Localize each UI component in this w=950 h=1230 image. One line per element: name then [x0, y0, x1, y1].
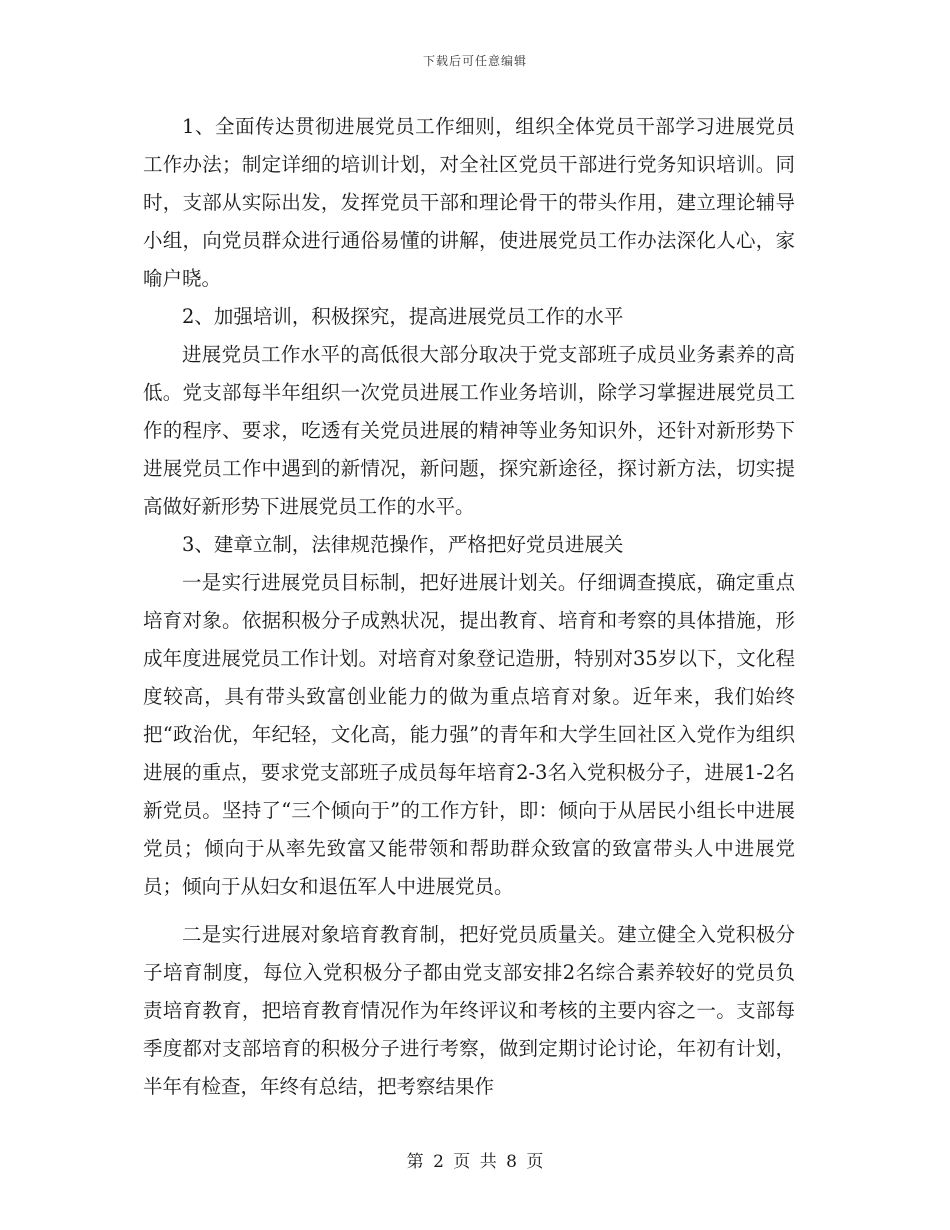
document-body — [143, 108, 795, 1106]
paragraph-1: 1、全面传达贯彻进展党员工作细则，组织全体党员干部学习进展党员工作办法；制定详细的培训计划，对全社区党员干部进行党务知识培训。同时，支部从实际出发，发挥党员干部和理论骨干的带头作用，建立理论辅导小组，向党员群众进行通俗易懂的讲解，使进展党员工作办法深化人心，家喻户晓。 — [143, 115, 795, 290]
paragraph-3: 一是实行进展党员目标制，把好进展计划关。仔细调查摸底，确定重点培育对象。依据积极分子成熟状况，提出教育、培育和考察的具体措施，形成年度进展党员工作计划。对培育对象登记造册，特别对35岁以下，文化程度较高，具有带头致富创业能力的做为重点培育对象。近年来，我们始终把“政治优，年纪轻，文化高，能力强”的青年和大学生回社区入党作为组织进展的重点，要求党支部班子成员每年培育2-3名入党积极分子，进展1-2名新党员。坚持了“三个倾向于”的工作方针，即：倾向于从居民小组长中进展党员；倾向于从率先致富又能带领和帮助群众致富的致富带头人中进展党员；倾向于从妇女和退伍军人中进展党员。 — [143, 571, 795, 898]
section-heading-3: 3、建章立制，法律规范操作，严格把好党员进展关 — [182, 533, 624, 556]
section-heading-2: 2、加强培训，积极探究，提高进展党员工作的水平 — [182, 305, 624, 328]
page-header-note: 下载后可任意编辑 — [422, 54, 527, 68]
paragraph-2: 进展党员工作水平的高低很大部分取决于党支部班子成员业务素养的高低。党支部每半年组织一次党员进展工作业务培训，除学习掌握进展党员工作的程序、要求，吃透有关党员进展的精神等业务知识外，还针对新形势下进展党员工作中遇到的新情况，新问题，探究新途径，探讨新方法，切实提高做好新形势下进展党员工作的水平。 — [143, 343, 795, 518]
page-number: 第 2 页 共 8 页 — [406, 1152, 544, 1172]
paragraph-4: 二是实行进展对象培育教育制，把好党员质量关。建立健全入党积极分子培育制度，每位入党积极分子都由党支部安排2名综合素养较好的党员负责培育教育，把培育教育情况作为年终评议和考核的主要内容之一。支部每季度都对支部培育的积极分子进行考察，做到定期讨论讨论，年初有计划，半年有检查，年终有总结，把考察结果作 — [143, 923, 795, 1098]
